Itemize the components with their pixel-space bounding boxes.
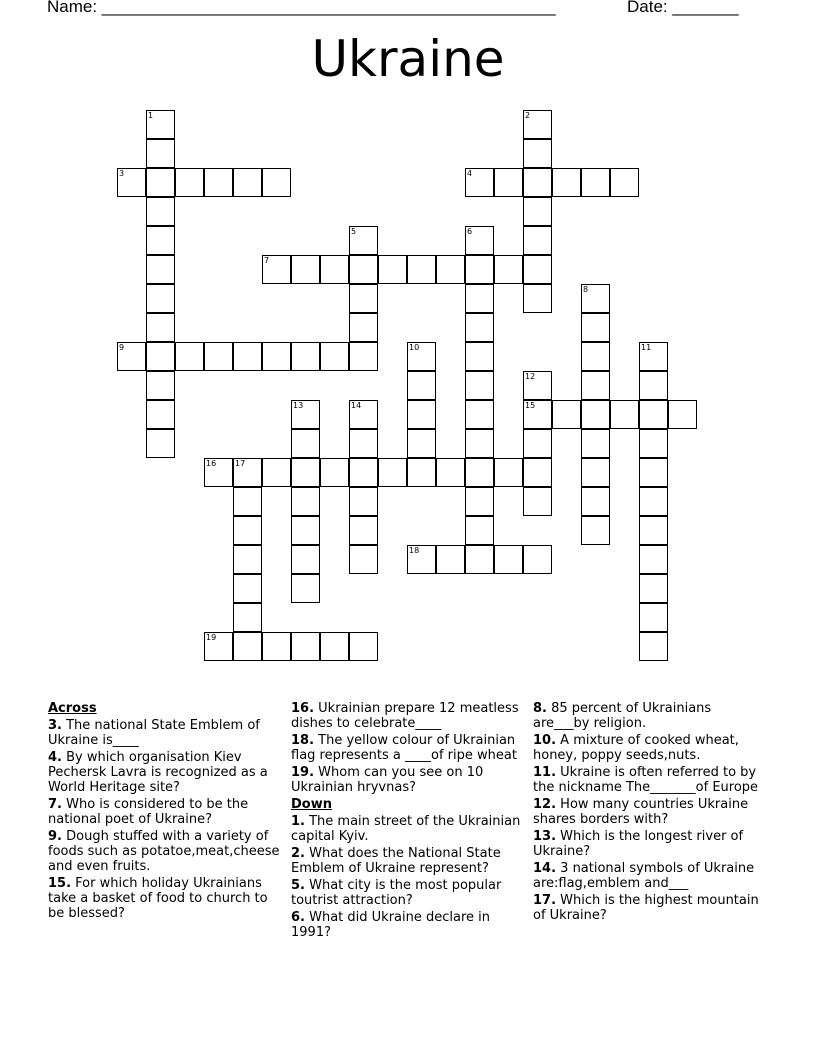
grid-cell[interactable] — [581, 313, 610, 342]
grid-cell[interactable] — [465, 545, 494, 574]
clue-item-text: 85 percent of Ukrainians are___by religion. — [533, 701, 712, 731]
grid-cell[interactable] — [610, 400, 639, 429]
date-label: Date: _______ — [627, 0, 739, 16]
clue-number: 13 — [293, 401, 304, 410]
grid-cell[interactable] — [436, 255, 465, 284]
down-clue-list-continued — [533, 701, 769, 923]
grid-cell[interactable] — [146, 226, 175, 255]
grid-cell[interactable] — [204, 632, 233, 661]
clue-number: 16 — [206, 459, 217, 468]
grid-cell[interactable] — [233, 603, 262, 632]
clue-item — [533, 829, 769, 859]
grid-cell[interactable] — [552, 400, 581, 429]
clue-item-number: 3. — [48, 718, 62, 733]
clue-item — [291, 846, 527, 876]
clue-item — [48, 750, 284, 795]
grid-cell[interactable] — [117, 168, 146, 197]
clue-item-text: Which is the longest river of Ukraine? — [533, 829, 744, 859]
grid-cell[interactable] — [465, 487, 494, 516]
clue-item-number: 12. — [533, 797, 557, 812]
clue-item — [533, 893, 769, 923]
grid-cell[interactable] — [146, 255, 175, 284]
clue-item-text: The main street of the Ukrainian capital Kyiv. — [291, 814, 521, 844]
grid-cell[interactable] — [639, 400, 668, 429]
grid-cell[interactable] — [233, 342, 262, 371]
clue-item-number: 8. — [533, 701, 547, 716]
grid-cell[interactable] — [175, 168, 204, 197]
grid-cell[interactable] — [349, 458, 378, 487]
grid-cell[interactable] — [523, 168, 552, 197]
grid-cell[interactable] — [407, 545, 436, 574]
grid-cell[interactable] — [262, 458, 291, 487]
clue-number: 4 — [467, 169, 473, 178]
grid-cell[interactable] — [581, 429, 610, 458]
grid-cell[interactable] — [465, 255, 494, 284]
grid-cell[interactable] — [349, 487, 378, 516]
grid-cell[interactable] — [320, 458, 349, 487]
grid-cell[interactable] — [465, 458, 494, 487]
grid-cell[interactable] — [146, 197, 175, 226]
grid-cell[interactable] — [639, 429, 668, 458]
grid-cell[interactable] — [639, 371, 668, 400]
across-clue-list — [48, 718, 284, 921]
clue-item-text: Dough stuffed with a variety of foods such as potatoe,meat,cheese and even fruits. — [48, 829, 280, 874]
grid-cell[interactable] — [146, 284, 175, 313]
clue-item-text: A mixture of cooked wheat, honey, poppy seeds,nuts. — [533, 733, 739, 763]
clue-number: 19 — [206, 633, 217, 642]
grid-cell[interactable] — [378, 255, 407, 284]
grid-cell[interactable] — [291, 545, 320, 574]
grid-cell[interactable] — [639, 603, 668, 632]
clue-number: 9 — [119, 343, 125, 352]
grid-cell[interactable] — [349, 516, 378, 545]
grid-cell[interactable] — [320, 632, 349, 661]
grid-cell[interactable] — [581, 371, 610, 400]
grid-cell[interactable] — [494, 545, 523, 574]
grid-cell[interactable] — [320, 255, 349, 284]
clue-number: 10 — [409, 343, 420, 352]
grid-cell[interactable] — [349, 284, 378, 313]
clue-item-number: 1. — [291, 814, 305, 829]
clue-item-number: 11. — [533, 765, 557, 780]
grid-cell[interactable] — [233, 487, 262, 516]
clue-item-number: 9. — [48, 829, 62, 844]
grid-cell[interactable] — [610, 168, 639, 197]
grid-cell[interactable] — [581, 400, 610, 429]
clue-number: 3 — [119, 169, 125, 178]
grid-cell[interactable] — [349, 545, 378, 574]
grid-cell[interactable] — [146, 168, 175, 197]
clue-item-text: Ukrainian prepare 12 meatless dishes to celebrate____ — [291, 701, 519, 731]
grid-cell[interactable] — [407, 400, 436, 429]
grid-cell[interactable] — [407, 342, 436, 371]
clue-item-number: 13. — [533, 829, 557, 844]
clue-item-number: 16. — [291, 701, 315, 716]
grid-cell[interactable] — [668, 400, 697, 429]
grid-cell[interactable] — [523, 226, 552, 255]
clue-item-text: Who is considered to be the national poet of Ukraine? — [48, 797, 249, 827]
grid-cell[interactable] — [465, 371, 494, 400]
grid-cell[interactable] — [436, 458, 465, 487]
grid-cell[interactable] — [291, 342, 320, 371]
clue-item-text: The yellow colour of Ukrainian flag represents a ____of ripe wheat — [291, 733, 517, 763]
across-clue-list-continued — [291, 701, 527, 795]
clue-number: 8 — [583, 285, 589, 294]
grid-cell[interactable] — [233, 632, 262, 661]
down-heading: Down — [291, 797, 332, 812]
clue-item — [533, 765, 769, 795]
grid-cell[interactable] — [291, 632, 320, 661]
clue-item-number: 18. — [291, 733, 315, 748]
grid-cell[interactable] — [407, 371, 436, 400]
clue-column-3 — [533, 701, 769, 925]
clue-item-number: 14. — [533, 861, 557, 876]
grid-cell[interactable] — [349, 342, 378, 371]
grid-cell[interactable] — [146, 342, 175, 371]
grid-cell[interactable] — [494, 255, 523, 284]
grid-cell[interactable] — [407, 255, 436, 284]
grid-cell[interactable] — [291, 400, 320, 429]
clue-item — [291, 733, 527, 763]
clue-item-number: 17. — [533, 893, 557, 908]
grid-cell[interactable] — [639, 545, 668, 574]
clue-number: 18 — [409, 546, 420, 555]
grid-cell[interactable] — [581, 284, 610, 313]
clue-item — [533, 733, 769, 763]
grid-cell[interactable] — [494, 168, 523, 197]
grid-cell[interactable] — [233, 574, 262, 603]
grid-cell[interactable] — [523, 487, 552, 516]
clue-item — [291, 910, 527, 940]
grid-cell[interactable] — [291, 516, 320, 545]
clue-number: 7 — [264, 256, 270, 265]
grid-cell[interactable] — [349, 400, 378, 429]
clue-number: 14 — [351, 401, 362, 410]
clue-column-2 — [291, 701, 527, 942]
grid-cell[interactable] — [262, 632, 291, 661]
grid-cell[interactable] — [436, 545, 465, 574]
grid-cell[interactable] — [291, 487, 320, 516]
clue-column-1 — [48, 701, 284, 923]
clue-item — [533, 701, 769, 731]
grid-cell[interactable] — [349, 313, 378, 342]
clue-item-text: Ukraine is often referred to by the nickname The_______of Europe — [533, 765, 759, 795]
grid-cell[interactable] — [349, 429, 378, 458]
grid-cell[interactable] — [465, 516, 494, 545]
grid-cell[interactable] — [523, 110, 552, 139]
clue-item — [291, 701, 527, 731]
grid-cell[interactable] — [581, 168, 610, 197]
grid-cell[interactable] — [494, 458, 523, 487]
clue-item-text: How many countries Ukraine shares borders with? — [533, 797, 749, 827]
grid-cell[interactable] — [639, 574, 668, 603]
grid-cell[interactable] — [581, 458, 610, 487]
clue-item-number: 4. — [48, 750, 62, 765]
grid-cell[interactable] — [465, 342, 494, 371]
clue-item — [291, 814, 527, 844]
clue-item — [533, 797, 769, 827]
clue-item-text: What city is the most popular toutrist attraction? — [291, 878, 502, 908]
grid-cell[interactable] — [146, 371, 175, 400]
grid-cell[interactable] — [262, 342, 291, 371]
clue-item — [48, 718, 284, 748]
clue-item — [291, 765, 527, 795]
grid-cell[interactable] — [291, 255, 320, 284]
grid-cell[interactable] — [204, 342, 233, 371]
across-heading: Across — [48, 701, 97, 716]
grid-cell[interactable] — [523, 139, 552, 168]
clue-item-number: 6. — [291, 910, 305, 925]
grid-cell[interactable] — [523, 429, 552, 458]
grid-cell[interactable] — [262, 168, 291, 197]
grid-cell[interactable] — [465, 168, 494, 197]
clue-number: 15 — [525, 401, 536, 410]
clue-item — [291, 878, 527, 908]
grid-cell[interactable] — [523, 400, 552, 429]
clue-item — [48, 797, 284, 827]
grid-cell[interactable] — [233, 516, 262, 545]
clue-number: 2 — [525, 111, 531, 120]
grid-cell[interactable] — [523, 371, 552, 400]
grid-cell[interactable] — [146, 400, 175, 429]
grid-cell[interactable] — [639, 342, 668, 371]
clue-item-text: What did Ukraine declare in 1991? — [291, 910, 491, 940]
clue-item-text: The national State Emblem of Ukraine is____ — [48, 718, 260, 748]
grid-cell[interactable] — [465, 226, 494, 255]
grid-cell[interactable] — [204, 168, 233, 197]
clue-item-text: What does the National State Emblem of Ukraine represent? — [291, 846, 501, 876]
grid-cell[interactable] — [639, 516, 668, 545]
grid-cell[interactable] — [291, 574, 320, 603]
down-clue-list — [291, 814, 527, 940]
grid-cell[interactable] — [146, 110, 175, 139]
grid-cell[interactable] — [407, 429, 436, 458]
clue-item-text: For which holiday Ukrainians take a basket of food to church to be blessed? — [48, 876, 268, 921]
clue-item-number: 5. — [291, 878, 305, 893]
grid-cell[interactable] — [117, 342, 146, 371]
grid-cell[interactable] — [552, 168, 581, 197]
clue-number: 12 — [525, 372, 536, 381]
grid-cell[interactable] — [378, 458, 407, 487]
clue-item — [48, 829, 284, 874]
grid-cell[interactable] — [465, 429, 494, 458]
clue-item-text: 3 national symbols of Ukraine are:flag,emblem and___ — [533, 861, 755, 891]
clue-number: 5 — [351, 227, 357, 236]
clue-item-text: Whom can you see on 10 Ukrainian hryvnas? — [291, 765, 484, 795]
clue-item — [533, 861, 769, 891]
grid-cell[interactable] — [349, 632, 378, 661]
clue-item-number: 19. — [291, 765, 315, 780]
clue-number: 6 — [467, 227, 473, 236]
clue-item-number: 10. — [533, 733, 557, 748]
grid-cell[interactable] — [639, 458, 668, 487]
grid-cell[interactable] — [204, 458, 233, 487]
clue-number: 1 — [148, 111, 154, 120]
grid-cell[interactable] — [639, 487, 668, 516]
grid-cell[interactable] — [146, 429, 175, 458]
grid-cell[interactable] — [320, 342, 349, 371]
name-label: Name: ________________________________________________ — [47, 0, 556, 16]
grid-cell[interactable] — [233, 168, 262, 197]
grid-cell[interactable] — [523, 255, 552, 284]
grid-cell[interactable] — [291, 429, 320, 458]
grid-cell[interactable] — [465, 400, 494, 429]
grid-cell[interactable] — [523, 197, 552, 226]
clue-item-number: 2. — [291, 846, 305, 861]
grid-cell[interactable] — [233, 458, 262, 487]
clue-item-number: 7. — [48, 797, 62, 812]
grid-cell[interactable] — [146, 313, 175, 342]
clue-number: 11 — [641, 343, 652, 352]
clue-item-text: Which is the highest mountain of Ukraine? — [533, 893, 759, 923]
grid-cell[interactable] — [291, 458, 320, 487]
grid-cell[interactable] — [465, 284, 494, 313]
clue-item — [48, 876, 284, 921]
grid-cell[interactable] — [349, 226, 378, 255]
grid-cell[interactable] — [523, 545, 552, 574]
grid-cell[interactable] — [175, 342, 204, 371]
grid-cell[interactable] — [233, 545, 262, 574]
page-title: Ukraine — [311, 30, 505, 88]
clue-number: 17 — [235, 459, 246, 468]
grid-cell[interactable] — [146, 139, 175, 168]
grid-cell[interactable] — [262, 255, 291, 284]
grid-cell[interactable] — [581, 342, 610, 371]
clue-item-text: By which organisation Kiev Pechersk Lavra is recognized as a World Heritage site? — [48, 750, 268, 795]
grid-cell[interactable] — [349, 255, 378, 284]
grid-cell[interactable] — [407, 458, 436, 487]
clue-item-number: 15. — [48, 876, 72, 891]
grid-cell[interactable] — [639, 632, 668, 661]
grid-cell[interactable] — [581, 487, 610, 516]
grid-cell[interactable] — [465, 313, 494, 342]
grid-cell[interactable] — [581, 516, 610, 545]
grid-cell[interactable] — [523, 284, 552, 313]
grid-cell[interactable] — [523, 458, 552, 487]
